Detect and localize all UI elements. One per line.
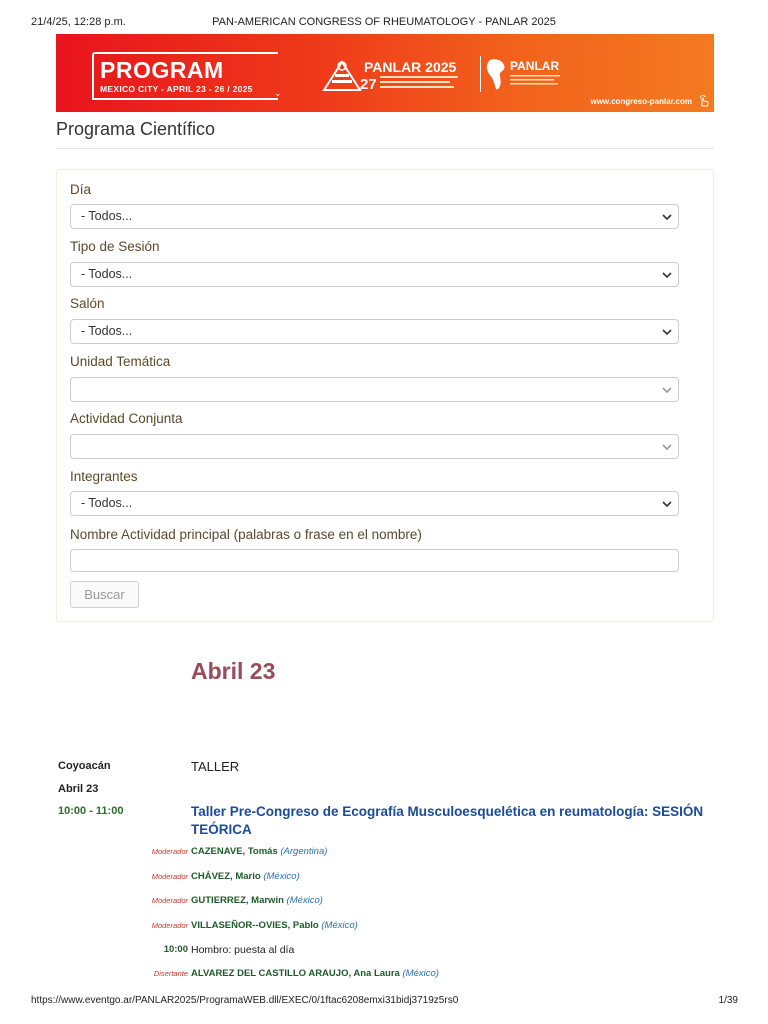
list-item	[0, 968, 768, 982]
label-actividad-conjunta: Actividad Conjunta	[70, 411, 183, 426]
select-tipo-sesion-value: - Todos...	[81, 267, 133, 281]
session-time-range: 10:00 - 11:00	[58, 805, 124, 817]
select-salon-value: - Todos...	[81, 324, 133, 338]
session-title-link[interactable]: Taller Pre-Congreso de Ecografía Musculoesquelética en reumatología: SESIÓN TEÓRICA	[191, 804, 704, 837]
participant-name[interactable]: VILLASEÑOR--OVIES, Pablo (México)	[191, 920, 358, 931]
select-tipo-sesion[interactable]	[70, 262, 679, 287]
select-integrantes[interactable]	[70, 491, 679, 516]
participant-country: (México)	[402, 968, 439, 979]
chevron-down-icon	[662, 270, 672, 280]
talk-time: 10:00	[163, 944, 188, 955]
print-page-number: 1/39	[718, 995, 738, 1006]
select-actividad-conjunta[interactable]	[70, 434, 679, 459]
chevron-down-icon	[662, 212, 672, 222]
search-button[interactable]: Buscar	[70, 581, 139, 608]
print-header	[0, 16, 768, 30]
session-type: TALLER	[191, 759, 240, 774]
list-item	[0, 895, 768, 909]
participant-country: (México)	[263, 871, 300, 882]
pointer-hand-icon	[698, 95, 710, 107]
panlar-americas-logo	[480, 56, 570, 92]
select-dia-value: - Todos...	[81, 209, 133, 223]
select-unidad-tematica[interactable]	[70, 377, 679, 402]
talk-row	[0, 944, 768, 958]
label-integrantes: Integrantes	[70, 469, 138, 484]
chevron-down-icon	[662, 327, 672, 337]
participant-name[interactable]: GUTIERREZ, Marwin (México)	[191, 895, 323, 906]
chevron-down-icon	[662, 499, 672, 509]
session-room: Coyoacán	[58, 760, 111, 772]
select-dia[interactable]	[70, 204, 679, 229]
participant-country: (Argentina)	[280, 846, 328, 857]
participant-role: Moderador	[151, 872, 188, 881]
session-date: Abril 23	[58, 783, 99, 795]
logo-panlar-text: PANLAR 2025	[364, 59, 457, 75]
logo-org-text: PANLAR	[510, 59, 560, 73]
talk-title: Hombro: puesta al día	[191, 944, 295, 956]
logo-number: 27	[360, 76, 377, 92]
banner-program-title: PROGRAM	[100, 57, 224, 83]
title-divider	[56, 148, 714, 149]
list-item	[0, 871, 768, 885]
congress-banner[interactable]	[56, 34, 714, 112]
print-datetime: 21/4/25, 12:28 p.m.	[31, 16, 126, 28]
chevron-down-icon: ⌄	[274, 88, 282, 98]
participant-role: Disertante	[153, 969, 188, 978]
participant-role: Moderador	[151, 896, 188, 905]
print-url: https://www.eventgo.ar/PANLAR2025/ProgramaWEB.dll/EXEC/0/1ftac6208emxi31bidj3719z5rs0	[31, 995, 459, 1006]
label-salon: Salón	[70, 296, 105, 311]
chevron-down-icon	[662, 385, 672, 395]
label-dia: Día	[70, 182, 92, 197]
print-page-title: PAN-AMERICAN CONGRESS OF RHEUMATOLOGY - PANLAR 2025	[212, 16, 556, 28]
list-item	[0, 920, 768, 934]
nombre-actividad-input[interactable]	[70, 549, 679, 572]
select-integrantes-value: - Todos...	[81, 496, 133, 510]
participant-name[interactable]: CHÁVEZ, Mario (México)	[191, 871, 300, 882]
participant-name[interactable]: ALVAREZ DEL CASTILLO ARAUJO, Ana Laura (México)	[191, 968, 439, 979]
day-heading: Abril 23	[191, 658, 276, 684]
list-item	[0, 846, 768, 860]
participant-country: (México)	[321, 920, 358, 931]
select-salon[interactable]	[70, 319, 679, 344]
participant-name[interactable]: CAZENAVE, Tomás (Argentina)	[191, 846, 328, 857]
banner-url: www.congreso-panlar.com	[590, 97, 692, 106]
panlar-2025-logo	[322, 56, 462, 92]
chevron-down-icon	[662, 442, 672, 452]
label-unidad-tematica: Unidad Temática	[70, 354, 171, 369]
participant-role: Moderador	[151, 921, 188, 930]
participant-country: (México)	[286, 895, 323, 906]
label-tipo-sesion: Tipo de Sesión	[70, 239, 160, 254]
page-title: Programa Científico	[56, 119, 216, 139]
participant-role: Moderador	[151, 847, 188, 856]
banner-program-subtitle: MEXICO CITY - APRIL 23 - 26 / 2025	[100, 84, 253, 94]
label-nombre-actividad: Nombre Actividad principal (palabras o frase en el nombre)	[70, 527, 422, 542]
